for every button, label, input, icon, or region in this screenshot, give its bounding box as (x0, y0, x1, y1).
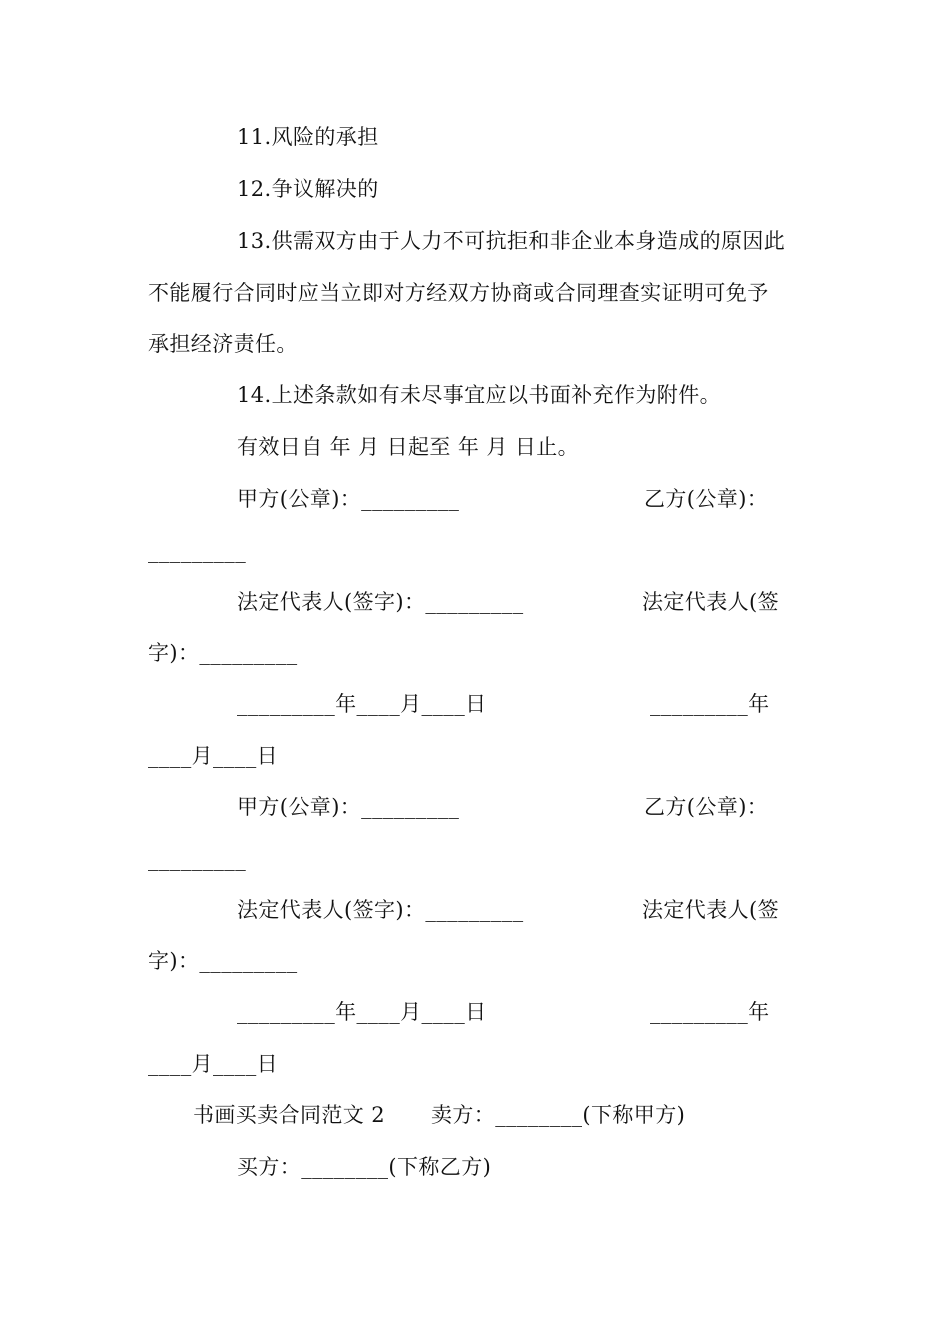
party-a-seal: 甲方(公章)：_________ (237, 795, 460, 819)
party-b-representative-cont: 字)：_________ (148, 641, 298, 665)
clause-11: 11.风险的承担 (237, 125, 379, 149)
party-a-representative: 法定代表人(签字)：_________ (237, 898, 524, 922)
party-b-date-cont: ____月____日 (148, 1052, 278, 1076)
clause-14: 14.上述条款如有未尽事宜应以书面补充作为附件。 (237, 383, 721, 407)
party-a-seal: 甲方(公章)：_________ (237, 487, 460, 511)
party-b-seal: 乙方(公章)： (644, 487, 769, 511)
clause-12: 12.争议解决的 (237, 177, 379, 201)
party-a-representative: 法定代表人(签字)：_________ (237, 590, 524, 614)
contract-title: 书画买卖合同范文 2 (193, 1103, 386, 1127)
party-b-seal-blank: _________ (148, 539, 247, 563)
party-b-representative: 法定代表人(签 (642, 898, 779, 922)
party-b-seal-blank: _________ (148, 847, 247, 871)
validity-period: 有效日自 年 月 日起至 年 月 日止。 (237, 435, 580, 459)
buyer-line: 买方：________(下称乙方) (237, 1155, 492, 1179)
clause-13-line-3: 承担经济责任。 (148, 332, 298, 356)
clause-13-line-2: 不能履行合同时应当立即对方经双方协商或合同理查实证明可免予 (148, 281, 769, 305)
clause-13-line-1: 13.供需双方由于人力不可抗拒和非企业本身造成的原因此 (237, 229, 786, 253)
party-b-date: _________年 (650, 1000, 770, 1024)
party-a-date: _________年____月____日 (237, 692, 487, 716)
seller-line: 卖方：________(下称甲方) (431, 1103, 686, 1127)
party-b-date: _________年 (650, 692, 770, 716)
party-b-representative: 法定代表人(签 (642, 590, 779, 614)
party-a-date: _________年____月____日 (237, 1000, 487, 1024)
party-b-seal: 乙方(公章)： (644, 795, 769, 819)
party-b-date-cont: ____月____日 (148, 744, 278, 768)
party-b-representative-cont: 字)：_________ (148, 949, 298, 973)
